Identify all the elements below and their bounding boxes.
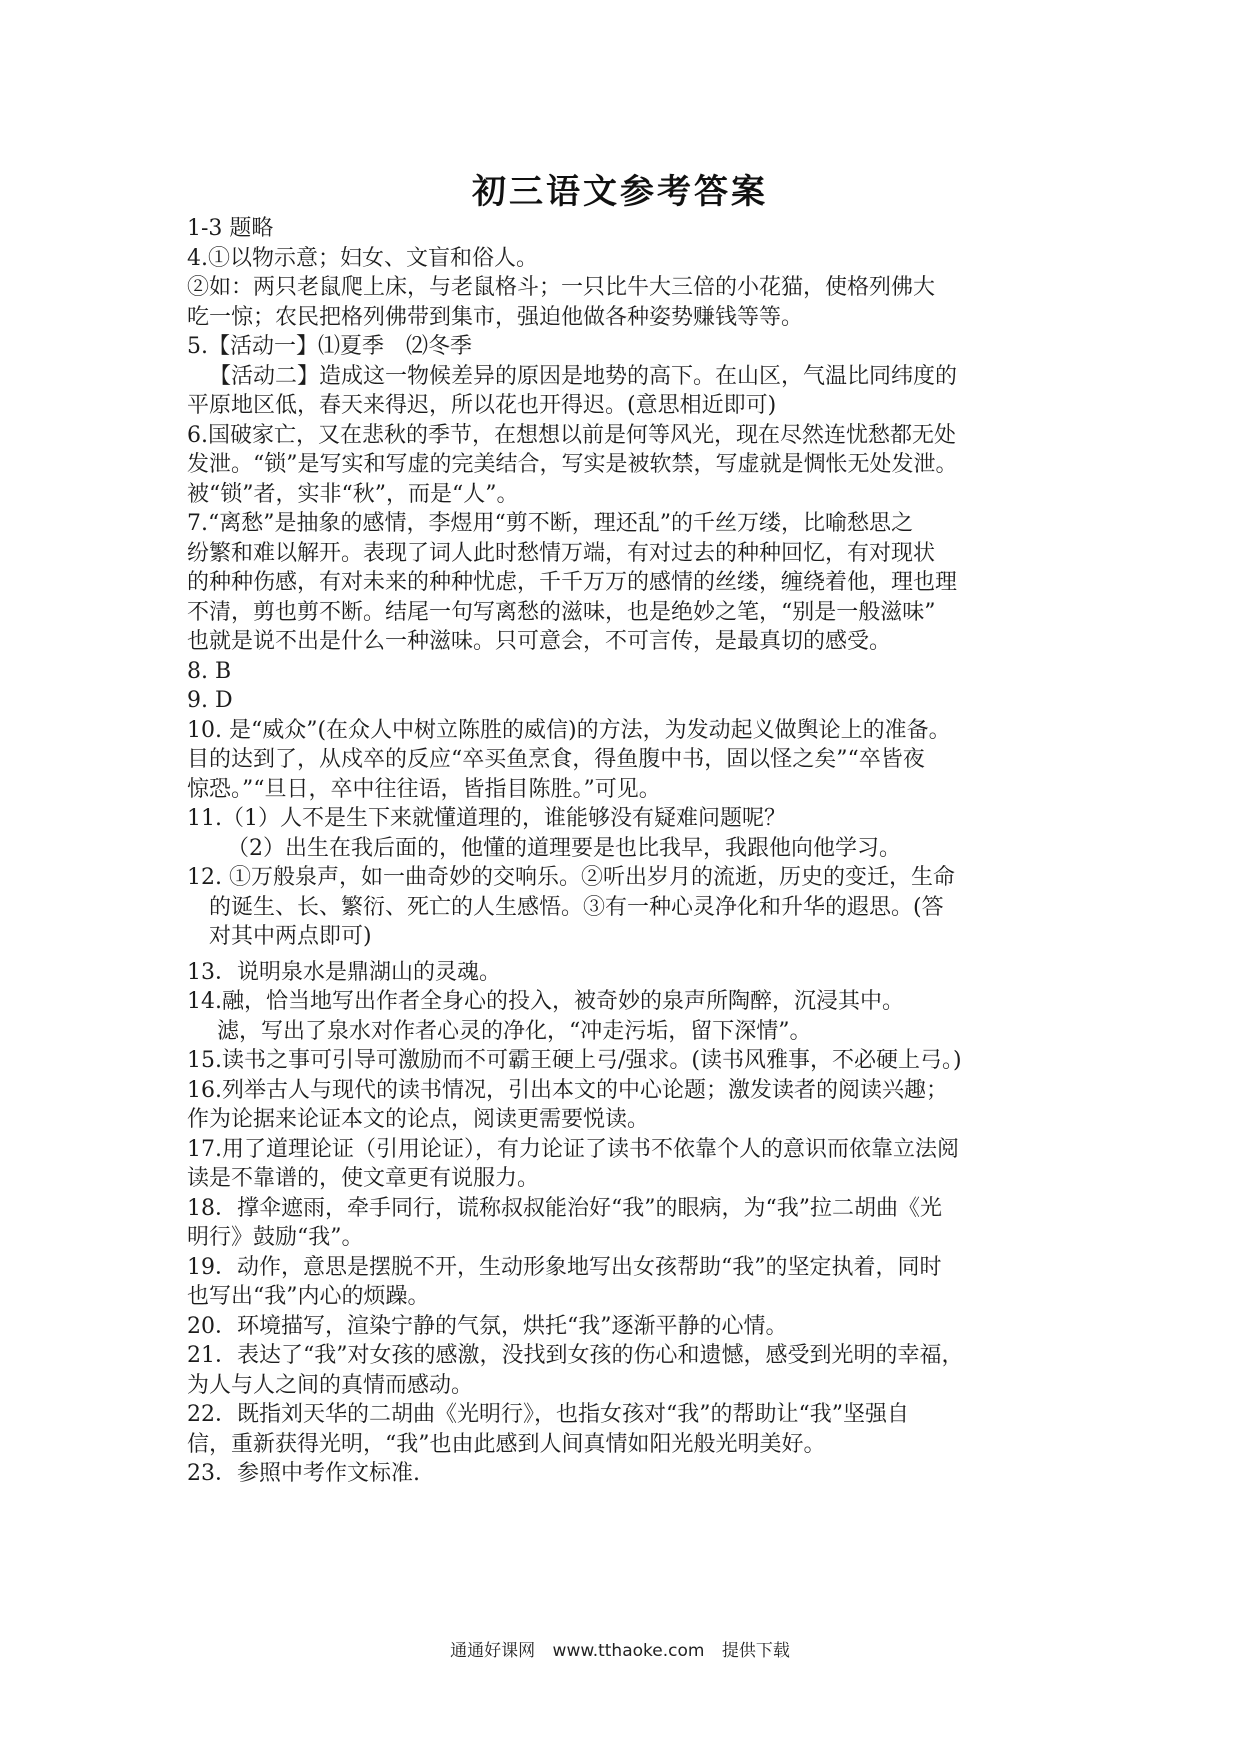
answer-line: 滤，写出了泉水对作者心灵的净化，“冲走污垢，留下深情”。 — [217, 1018, 812, 1044]
answer-line: 信，重新获得光明，“我”也由此感到人间真情如阳光般光明美好。 — [187, 1431, 826, 1457]
answer-line: 6.国破家亡，又在悲秋的季节，在想想以前是何等风光，现在尽然连忧愁都无处 — [187, 422, 956, 448]
answer-line: 7.“离愁”是抽象的感情，李煜用“剪不断，理还乱”的千丝万缕，比喻愁思之 — [187, 511, 913, 536]
footer-site-name: 通通好课网 — [450, 1641, 536, 1661]
answer-line: 19．动作，意思是摆脱不开，生动形象地写出女孩帮助“我”的坚定执着，同时 — [187, 1254, 942, 1280]
footer-suffix: 提供下载 — [721, 1641, 790, 1661]
answer-line: 13．说明泉水是鼎湖山的灵魂。 — [187, 959, 501, 985]
answer-line: 11.（1）人不是生下来就懂道理的，谁能够没有疑难问题呢？ — [187, 806, 786, 831]
answer-line: 目的达到了，从戍卒的反应“卒买鱼烹食，得鱼腹中书，固以怪之矣”“卒皆夜 — [187, 747, 925, 772]
answer-line: 明行》鼓励“我”。 — [187, 1225, 364, 1250]
answer-line: 22．既指刘天华的二胡曲《光明行》，也指女孩对“我”的帮助让“我”坚强自 — [187, 1402, 909, 1427]
footer-url-link[interactable]: www.tthaoke.com — [552, 1641, 705, 1661]
answer-line: 发泄。“锁”是写实和写虚的完美结合，写实是被软禁，写虚就是惆怅无处发泄。 — [187, 452, 958, 477]
answer-line: 23．参照中考作文标准. — [187, 1461, 420, 1486]
answer-line: 9. D — [187, 688, 233, 713]
page-title: 初三语文参考答案 — [472, 172, 768, 212]
answer-line: 纷繁和难以解开。表现了词人此时愁情万端，有对过去的种种回忆，有对现状 — [187, 540, 936, 566]
answer-line: 18．撑伞遮雨，牵手同行，谎称叔叔能治好“我”的眼病，为“我”拉二胡曲《光 — [187, 1195, 942, 1221]
download-footer — [0, 1636, 1240, 1661]
answer-line: 【活动二】造成这一物候差异的原因是地势的高下。在山区，气温比同纬度的 — [209, 363, 958, 389]
answer-line: ②如：两只老鼠爬上床，与老鼠格斗；一只比牛大三倍的小花猫，使格列佛大 — [187, 275, 936, 300]
answer-line: 平原地区低，春天来得迟，所以花也开得迟。(意思相近即可) — [187, 393, 777, 418]
answer-line: 15.读书之事可引导可激励而不可霸王硬上弓/强求。(读书风雅事，不必硬上弓。) — [187, 1048, 962, 1073]
answer-body — [187, 214, 1067, 1489]
answer-line: 4.①以物示意；妇女、文盲和俗人。 — [187, 245, 538, 271]
answer-line: 12. ①万般泉声，如一曲奇妙的交响乐。②听出岁月的流逝，历史的变迁，生命 — [187, 865, 955, 890]
answer-line: 8. B — [187, 658, 232, 684]
answer-line: 5.【活动一】⑴夏季 ⑵冬季 — [187, 334, 472, 359]
answer-line: 不清，剪也剪不断。结尾一句写离愁的滋味，也是绝妙之笔，“别是一般滋味” — [187, 599, 936, 625]
answer-line: 的种种伤感，有对未来的种种忧虑，千千万万的感情的丝缕，缠绕着他，理也理 — [187, 570, 958, 595]
answer-line: 作为论据来论证本文的论点，阅读更需要悦读。 — [187, 1107, 650, 1132]
answer-line: 1-3 题略 — [187, 216, 274, 241]
answer-line: 也写出“我”内心的烦躁。 — [187, 1284, 430, 1309]
answer-line: 为人与人之间的真情而感动。 — [187, 1372, 474, 1398]
answer-line: 对其中两点即可) — [209, 924, 372, 949]
answer-line: 17.用了道理论证（引用论证），有力论证了读书不依靠个人的意识而依靠立法阅 — [187, 1136, 959, 1162]
answer-line: 10. 是“威众”(在众人中树立陈胜的威信)的方法，为发动起义做舆论上的准备。 — [187, 717, 951, 743]
answer-line: 的诞生、长、繁衍、死亡的人生感悟。③有一种心灵净化和升华的遐思。(答 — [209, 894, 944, 920]
answer-line: 惊恐。”“旦日，卒中往往语，皆指目陈胜。”可见。 — [187, 776, 661, 802]
answer-line: 也就是说不出是什么一种滋味。只可意会，不可言传，是最真切的感受。 — [187, 629, 892, 654]
answer-line: 吃一惊；农民把格列佛带到集市，强迫他做各种姿势赚钱等等。 — [187, 304, 804, 330]
answer-line: 21．表达了“我”对女孩的感激，没找到女孩的伤心和遗憾，感受到光明的幸福， — [187, 1343, 964, 1368]
answer-line: 14.融，恰当地写出作者全身心的投入，被奇妙的泉声所陶醉，沉浸其中。 — [187, 989, 904, 1014]
answer-line: 读是不靠谱的，使文章更有说服力。 — [187, 1166, 540, 1191]
answer-line: 20．环境描写，渲染宁静的气氛，烘托“我”逐渐平静的心情。 — [187, 1313, 788, 1339]
answer-line: 16.列举古人与现代的读书情况，引出本文的中心论题；激发读者的阅读兴趣； — [187, 1077, 948, 1103]
answer-line: （2）出生在我后面的，他懂的道理要是也比我早，我跟他向他学习。 — [227, 835, 901, 861]
answer-line: 被“锁”者，实非“秋”，而是“人”。 — [187, 481, 519, 507]
